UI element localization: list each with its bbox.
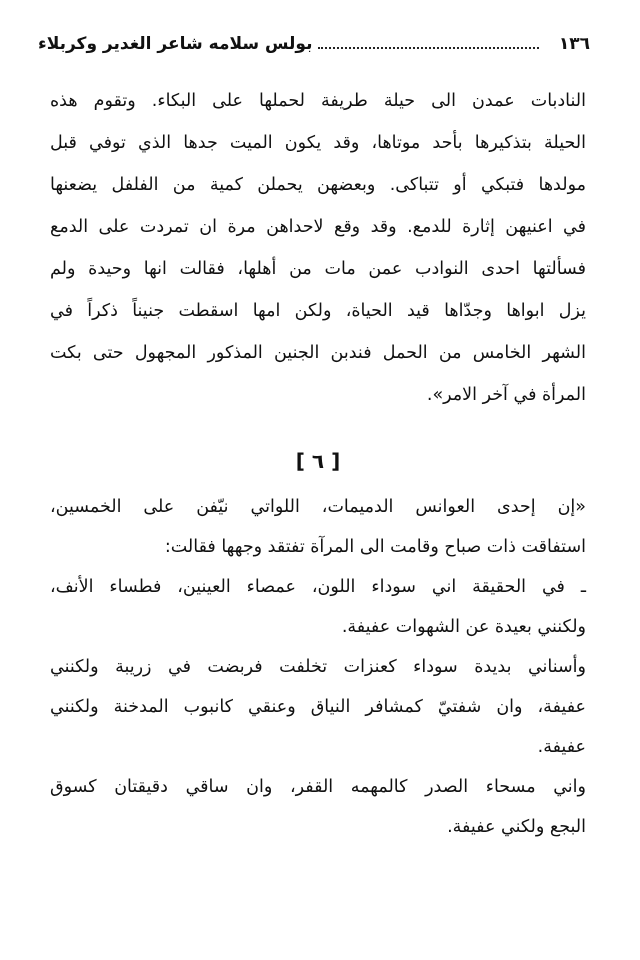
text-line: ولكنني بعيدة عن الشهوات عفيفة. — [341, 617, 586, 637]
text-line: مولدها فتبكي أو تتباكى. وبعضهن يحملن كمية من الفلفل يضعنها — [50, 175, 586, 195]
paragraph-5 — [50, 774, 586, 840]
page-number: ١٣٦ — [558, 34, 590, 54]
text-line: ـ في الحقيقة اني سوداء اللون، عمصاء العينين، فطساء الأنف، — [50, 577, 586, 597]
text-line: عفيفة. — [537, 737, 586, 757]
paragraph-3 — [50, 574, 586, 640]
text-line: الشهر الخامس من الحمل فندبن الجنين المذكور المجهول حتى بكت — [50, 343, 586, 363]
text-line: واني مسحاء الصدر كالمهمه القفر، وان ساقي دقيقتان كسوق — [50, 777, 586, 797]
text-line: المرأة في آخر الامر». — [426, 385, 586, 405]
text-line: يزل ابواها وجدّاها قيد الحياة، ولكن امها اسقطت جنيناً ذكراً في — [50, 301, 586, 321]
body-text — [50, 88, 586, 854]
text-line: النادبات عمدن الى حيلة طريفة لحملها على البكاء. وتقوم هذه — [50, 91, 586, 111]
paragraph-1 — [50, 88, 586, 408]
text-line: عفيفة، وان شفتيّ كمشافر النياق وعنقي كانبوب المدخنة ولكنني — [50, 697, 586, 717]
text-line: فسألتها احدى النوادب عمن مات من أهلها، فقالت انها وحيدة ولم — [50, 259, 586, 279]
text-line: في اعنيهن إثارة للدمع. وقد وقع لاحداهن مرة ان تمردت على الدمع — [50, 217, 586, 237]
page-header — [38, 30, 590, 58]
text-line: وأسناني بديدة سوداء كعنزات تخلفت فربضت في زريبة ولكنني — [50, 657, 586, 677]
section-number: [ ٦ ] — [295, 449, 341, 473]
paragraph-4 — [50, 654, 586, 760]
running-title: بولس سلامه شاعر الغدير وكربلاء — [38, 34, 313, 54]
text-line: «إن إحدى العوانس الدميمات، اللواتي نيّفن على الخمسين، — [50, 497, 586, 517]
paragraph-2 — [50, 494, 586, 560]
text-line: استفاقت ذات صباح وقامت الى المرآة تفتقد وجهها فقالت: — [164, 537, 586, 557]
text-line: الحيلة بتذكيرها بأحد موتاها، وقد يكون الميت جدها الذي توفي قبل — [50, 133, 586, 153]
dotted-leader — [318, 47, 538, 49]
text-line: البجع ولكني عفيفة. — [447, 817, 586, 837]
